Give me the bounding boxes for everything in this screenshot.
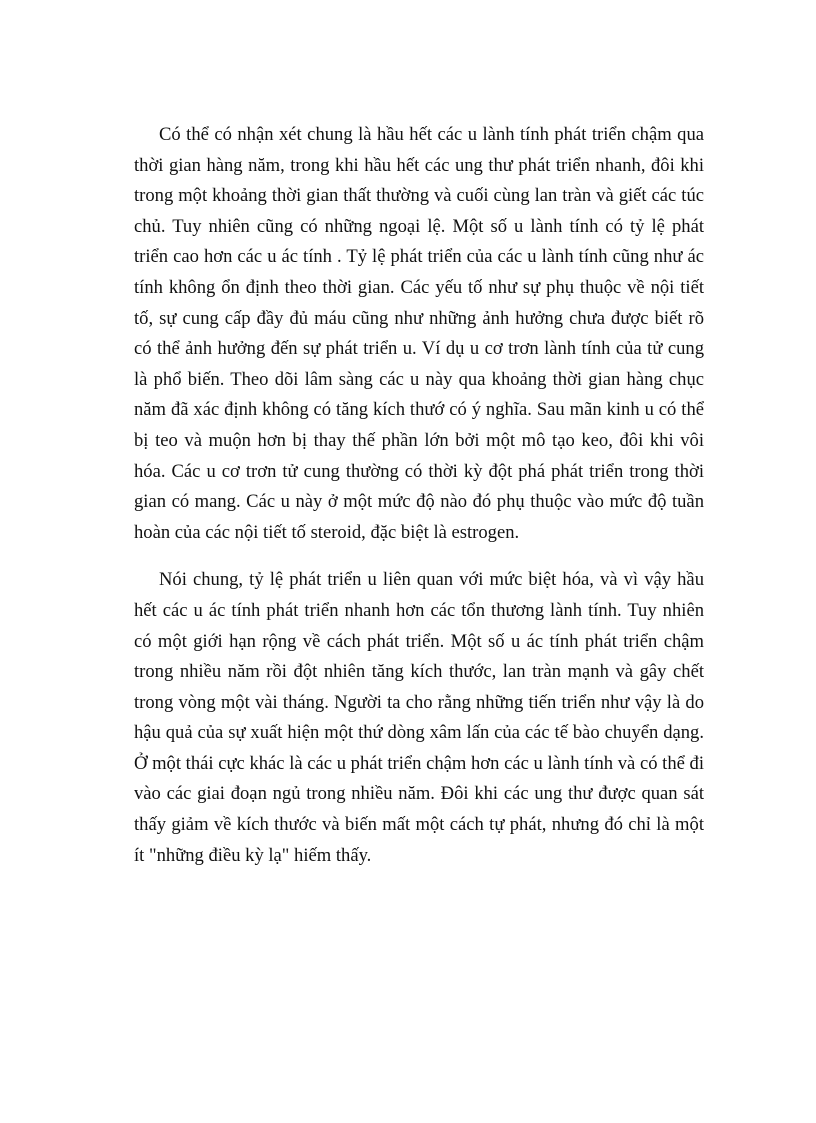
paragraph-growth-rate-differentiation: Nói chung, tỷ lệ phát triển u liên quan với mức biệt hóa, và vì vậy hầu hết các u ác tính phát triển nhanh hơn các tổn thương lành tính. Tuy nhiên có một giới hạn rộng về cách phát triển. Một số u ác tính phát triển chậm trong nhiều năm rồi đột nhiên tăng kích thước, lan tràn mạnh và gây chết trong vòng một vài tháng. Người ta cho rằng những tiến triển như vậy là do hậu quả của sự xuất hiện một thứ dòng xâm lấn của các tế bào chuyển dạng. Ở một thái cực khác là các u phát triển chậm hơn các u lành tính và có thể đi vào các giai đoạn ngủ trong nhiều năm. Đôi khi các ung thư được quan sát thấy giảm về kích thước và biến mất một cách tự phát, nhưng đó chỉ là một ít "những điều kỳ lạ" hiếm thấy. <box>134 569 704 866</box>
document-body <box>134 120 704 871</box>
paragraph-growth-rate-benign-vs-malignant: Có thể có nhận xét chung là hầu hết các u lành tính phát triển chậm qua thời gian hàng năm, trong khi hầu hết các ung thư phát triển nhanh, đôi khi trong một khoảng thời gian thất thường và cuối cùng lan tràn và giết các túc chủ. Tuy nhiên cũng có những ngoại lệ. Một số u lành tính có tỷ lệ phát triển cao hơn các u ác tính . Tỷ lệ phát triển của các u lành tính cũng như ác tính không ổn định theo thời gian. Các yếu tố như sự phụ thuộc về nội tiết tố, sự cung cấp đầy đủ máu cũng như những ảnh hưởng chưa được biết rõ có thể ảnh hưởng đến sự phát triển u. Ví dụ u cơ trơn lành tính của tử cung là phổ biến. Theo dõi lâm sàng các u này qua khoảng thời gian hàng chục năm đã xác định không có tăng kích thướ có ý nghĩa. Sau mãn kinh u có thể bị teo và muộn hơn bị thay thế phần lớn bởi một mô tạo keo, đôi khi vôi hóa. Các u cơ trơn tử cung thường có thời kỳ đột phá phát triển trong thời gian có mang. Các u này ở một mức độ nào đó phụ thuộc vào mức độ tuần hoàn của các nội tiết tố steroid, đặc biệt là estrogen. <box>134 124 704 543</box>
